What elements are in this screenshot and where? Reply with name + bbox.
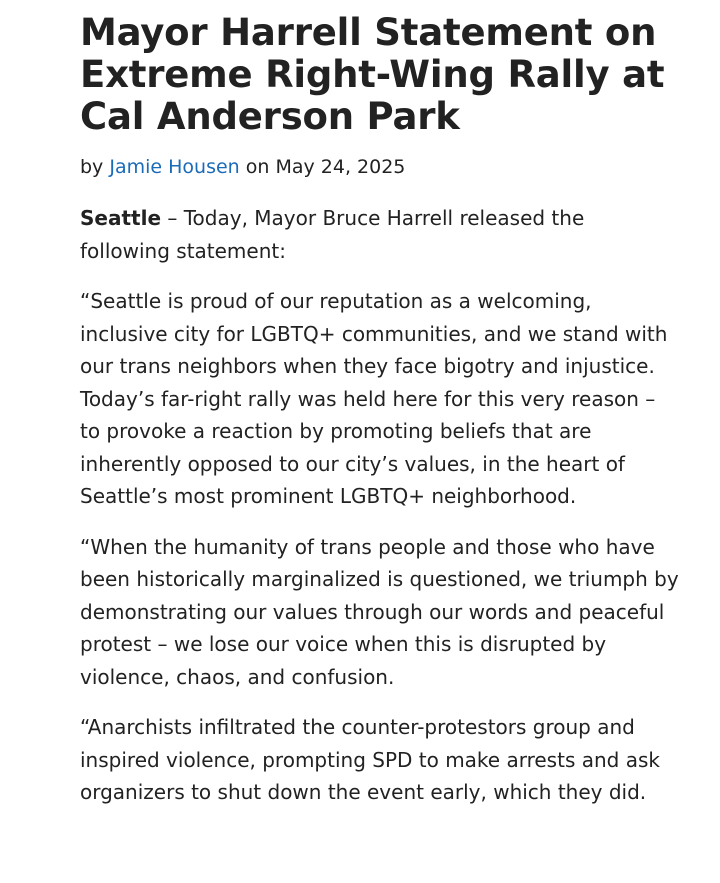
intro-text: – Today, Mayor Bruce Harrell released the following statement: [80,206,585,263]
article-title: Mayor Harrell Statement on Extreme Right-Wing Rally at Cal Anderson Park [80,11,665,138]
author-link[interactable]: Jamie Housen [109,156,240,178]
statement-paragraph-1: “Seattle is proud of our reputation as a welcoming, inclusive city for LGBTQ+ communities, and we stand with our trans neighbors when they face bigotry and injustice. Today’s far-right rally was held here for this very reason – to provoke a reaction by promoting beliefs that are inherently opposed to our city’s values, in the heart of Seattle’s most prominent LGBTQ+ neighborhood. [80,289,668,508]
statement-paragraph-3: “Anarchists infiltrated the counter-protestors group and inspired violence, prompting SPD to make arrests and ask organizers to shut down the event early, which they did. [80,715,660,804]
publish-date: on May 24, 2025 [239,156,406,178]
byline [80,154,680,180]
intro-paragraph [80,202,680,267]
byline-prefix: by [80,156,110,178]
article [80,12,680,809]
statement-paragraph-2: “When the humanity of trans people and those who have been historically marginalized is questioned, we triumph by demonstrating our values through our words and peaceful protest – we lose our voice when this is disrupted by violence, chaos, and confusion. [80,534,679,689]
dateline: Seattle [80,206,162,230]
